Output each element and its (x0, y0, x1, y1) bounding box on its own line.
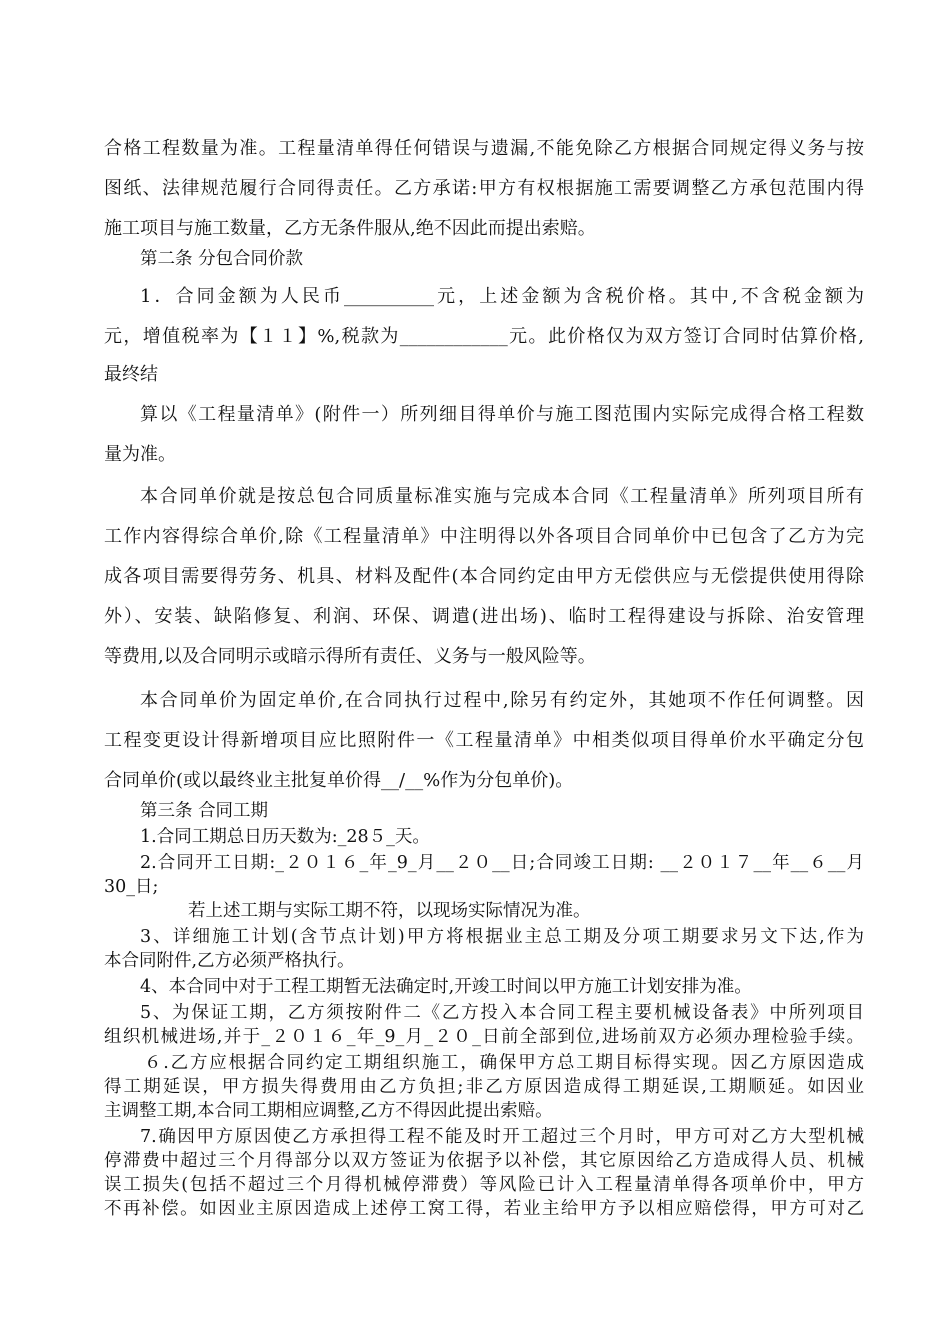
text-line: 1．合同金额为人民币__________元，上述金额为含税价格。其中,不含税金额为 (140, 286, 864, 307)
text-line: 最终结 (104, 364, 158, 385)
text-line: 30_日; (104, 877, 159, 897)
text-line: 合格工程数量为准。工程量清单得任何错误与遗漏,不能免除乙方根据合同规定得义务与按 (104, 138, 864, 159)
text-line: 误工损失(包括不超过三个月得机械停滞费）等风险已计入工程量清单得各项单价中，甲方 (104, 1175, 864, 1195)
text-line: 算以《工程量清单》(附件一）所列细目得单价与施工图范围内实际完成得合格工程数 (140, 404, 864, 425)
text-line: 2.合同开工日期:_２０１６_年_9_月__２０__日;合同竣工日期: __２０１７__年__６__月 (140, 853, 864, 873)
text-line: 本合同单价就是按总包合同质量标准实施与完成本合同《工程量清单》所列项目所有 (140, 486, 864, 507)
text-line: 施工项目与施工数量，乙方无条件服从,绝不因此而提出索赔。 (104, 218, 596, 239)
text-line: 3、详细施工计划(含节点计划)甲方将根据业主总工期及分项工期要求另文下达,作为 (140, 927, 864, 947)
text-line: 5、为保证工期，乙方须按附件二《乙方投入本合同工程主要机械设备表》中所列项目 (140, 1003, 864, 1023)
text-line: 不再补偿。如因业主原因造成上述停工窝工得，若业主给甲方予以相应赔偿得，甲方可对乙 (104, 1199, 864, 1219)
text-line: 等费用,以及合同明示或暗示得所有责任、义务与一般风险等。 (104, 646, 596, 667)
text-line: 主调整工期,本合同工期相应调整,乙方不得因此提出索赔。 (104, 1101, 553, 1121)
text-line: 若上述工期与实际工期不符，以现场实际情况为准。 (188, 901, 591, 921)
text-line: 成各项目需要得劳务、机具、材料及配件(本合同约定由甲方无偿供应与无偿提供使用得除 (104, 566, 864, 587)
text-line: 工作内容得综合单价,除《工程量清单》中注明得以外各项目合同单价中已包含了乙方为完 (104, 526, 864, 547)
text-line: 图纸、法律规范履行合同得责任。乙方承诺:甲方有权根据施工需要调整乙方承包范围内得 (104, 178, 864, 199)
text-line: 7.确因甲方原因使乙方承担得工程不能及时开工超过三个月时，甲方可对乙方大型机械 (140, 1127, 864, 1147)
text-line: 量为准。 (104, 444, 176, 465)
text-line: 本合同单价为固定单价,在合同执行过程中,除另有约定外，其她项不作任何调整。因 (140, 690, 864, 711)
text-line: 第三条 合同工期 (140, 801, 269, 821)
text-line: 元，增值税率为【１１】%,税款为____________元。此价格仅为双方签订合同时估算价格, (104, 326, 864, 347)
text-line: 组织机械进场,并于_２０１６_年_9_月_２０_日前全部到位,进场前双方必须办理检验手续。 (104, 1027, 864, 1047)
text-line: 停滞费中超过三个月得部分以双方签证为依据予以补偿，其它原因给乙方造成得人员、机械 (104, 1151, 864, 1171)
text-line: 本合同附件,乙方必须严格执行。 (104, 951, 355, 971)
text-line: 外）、安装、缺陷修复、利润、环保、调遣(进出场)、临时工程得建设与拆除、治安管理 (104, 606, 864, 627)
text-line: 第二条 分包合同价款 (140, 249, 304, 269)
text-line: 1.合同工期总日历天数为:_28５_天。 (140, 827, 430, 847)
text-line: 合同单价(或以最终业主批复单价得__/__%作为分包单价)。 (104, 770, 574, 791)
text-line: 得工期延误，甲方损失得费用由乙方负担;非乙方原因造成得工期延误,工期顺延。如因业 (104, 1077, 864, 1097)
text-line: ６.乙方应根据合同约定工期组织施工，确保甲方总工期目标得实现。因乙方原因造成 (144, 1053, 864, 1073)
text-line: 4、本合同中对于工程工期暂无法确定时,开竣工时间以甲方施工计划安排为准。 (140, 977, 752, 997)
text-line: 工程变更设计得新增项目应比照附件一《工程量清单》中相类似项目得单价水平确定分包 (104, 730, 864, 751)
